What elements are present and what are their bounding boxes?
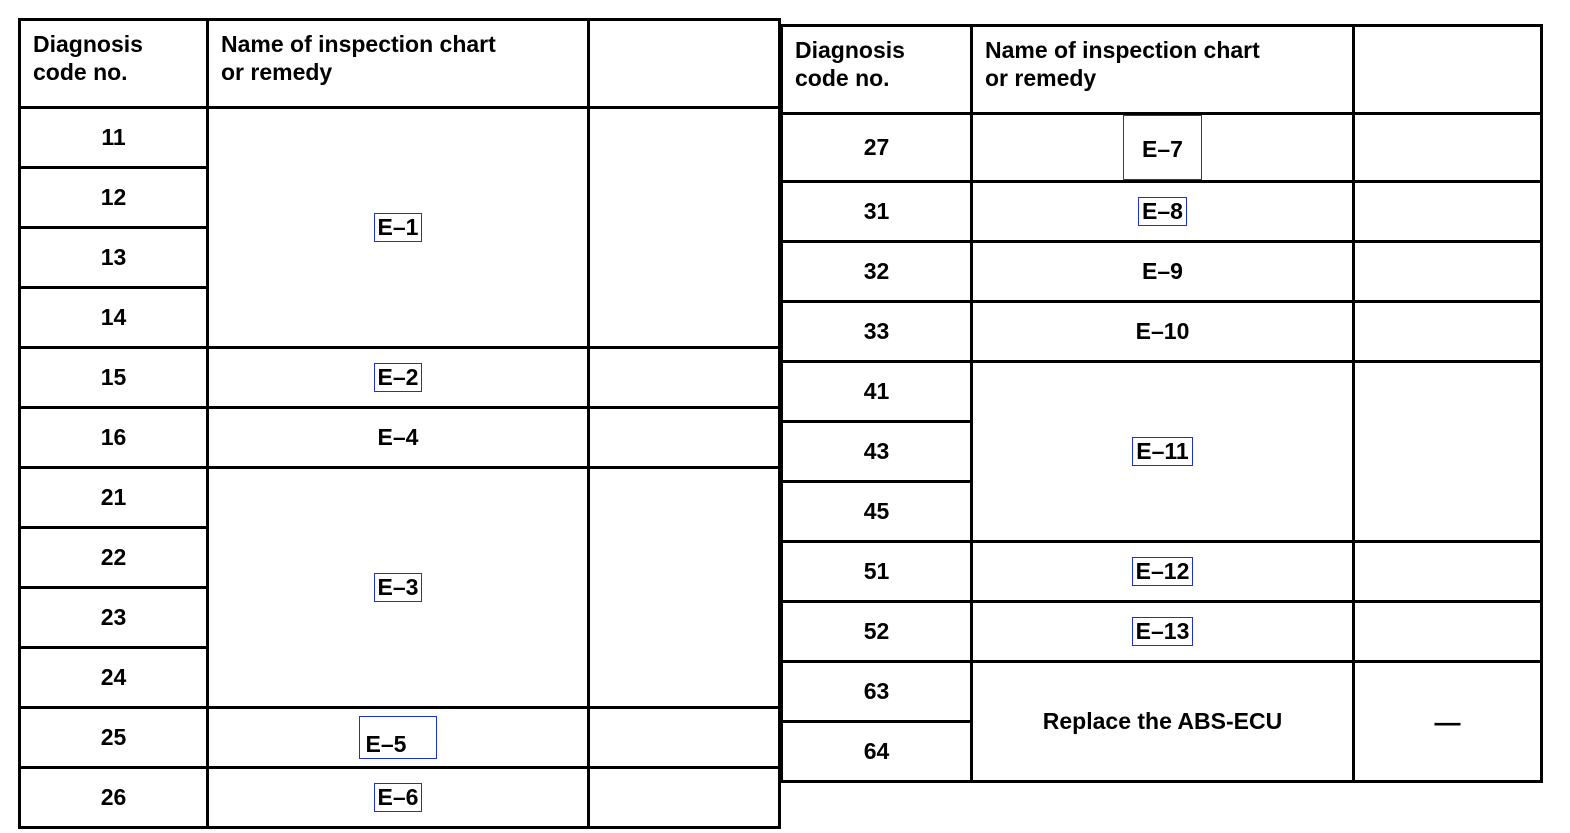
extra-cell	[589, 408, 780, 468]
header-code-line2: code no.	[33, 58, 128, 85]
code-cell: 33	[782, 302, 972, 362]
extra-cell	[1354, 362, 1542, 542]
code-cell: 12	[20, 168, 208, 228]
table-row	[782, 362, 1542, 422]
extra-cell	[1354, 302, 1542, 362]
code-cell: 15	[20, 348, 208, 408]
code-cell: 23	[20, 588, 208, 648]
dash-mark: —	[1434, 706, 1461, 737]
table-row	[20, 468, 780, 528]
code-cell: 51	[782, 542, 972, 602]
chart-link[interactable]: E–6	[374, 783, 423, 812]
chart-cell	[208, 108, 589, 348]
code-cell: 63	[782, 662, 972, 722]
code-cell: 27	[782, 114, 972, 182]
code-cell: 22	[20, 528, 208, 588]
code-cell: 31	[782, 182, 972, 242]
header-diagnosis-code	[782, 26, 972, 114]
table-row	[782, 114, 1542, 182]
extra-cell	[589, 468, 780, 708]
table-row	[782, 182, 1542, 242]
table-row	[782, 302, 1542, 362]
table-row	[782, 662, 1542, 722]
chart-link[interactable]: E–1	[374, 213, 423, 242]
extra-cell	[1354, 114, 1542, 182]
diagnosis-table-left	[18, 18, 781, 829]
header-name-line1: Name of inspection chart	[985, 37, 1260, 63]
chart-cell	[208, 708, 589, 768]
chart-cell	[208, 768, 589, 828]
table-row	[20, 408, 780, 468]
extra-cell	[589, 708, 780, 768]
code-cell: 45	[782, 482, 972, 542]
extra-cell	[589, 348, 780, 408]
table-header-row	[782, 26, 1542, 114]
chart-cell	[972, 602, 1354, 662]
extra-cell	[1354, 602, 1542, 662]
extra-cell	[1354, 182, 1542, 242]
code-cell: 21	[20, 468, 208, 528]
table-row	[20, 768, 780, 828]
chart-link[interactable]: E–8	[1138, 197, 1187, 226]
chart-cell	[972, 662, 1354, 782]
header-diagnosis-code	[20, 20, 208, 108]
code-cell: 41	[782, 362, 972, 422]
table-row	[782, 542, 1542, 602]
code-cell: 32	[782, 242, 972, 302]
code-cell: 14	[20, 288, 208, 348]
header-code-line2: code no.	[795, 64, 890, 91]
header-code-line1: Diagnosis	[33, 31, 143, 57]
header-code-line1: Diagnosis	[795, 37, 905, 63]
code-cell: 43	[782, 422, 972, 482]
remedy-text: Replace the ABS-ECU	[1042, 708, 1283, 734]
code-cell: 24	[20, 648, 208, 708]
header-name-line2: or remedy	[221, 58, 333, 85]
extra-cell	[589, 108, 780, 348]
table-row	[20, 348, 780, 408]
header-inspection-chart	[208, 20, 589, 108]
code-cell: 25	[20, 708, 208, 768]
table-row	[782, 602, 1542, 662]
header-name-line1: Name of inspection chart	[221, 31, 496, 57]
chart-cell	[972, 114, 1354, 182]
chart-cell	[972, 182, 1354, 242]
chart-link[interactable]: E–2	[374, 363, 423, 392]
header-extra	[1354, 26, 1542, 114]
chart-link[interactable]: E–3	[374, 573, 423, 602]
chart-link[interactable]: E–11	[1132, 437, 1192, 466]
table-row	[20, 708, 780, 768]
code-cell: 64	[782, 722, 972, 782]
header-extra	[589, 20, 780, 108]
chart-cell	[208, 468, 589, 708]
header-name-line2: or remedy	[985, 64, 1097, 91]
chart-cell	[972, 362, 1354, 542]
code-cell: 16	[20, 408, 208, 468]
table-row	[20, 108, 780, 168]
chart-link[interactable]: E–13	[1132, 617, 1194, 646]
code-cell: 13	[20, 228, 208, 288]
chart-cell: E–10	[972, 302, 1354, 362]
chart-cell	[208, 348, 589, 408]
table-header-row	[20, 20, 780, 108]
chart-link[interactable]: E–12	[1132, 557, 1194, 586]
diagnosis-table-right	[780, 24, 1543, 783]
code-cell: 11	[20, 108, 208, 168]
extra-cell	[1354, 242, 1542, 302]
extra-cell	[1354, 662, 1542, 782]
code-cell: 52	[782, 602, 972, 662]
chart-link[interactable]: E–5	[359, 716, 438, 759]
chart-cell: E–9	[972, 242, 1354, 302]
chart-link[interactable]: E–7	[1123, 115, 1202, 180]
chart-cell: E–4	[208, 408, 589, 468]
code-cell: 26	[20, 768, 208, 828]
extra-cell	[589, 768, 780, 828]
chart-cell	[972, 542, 1354, 602]
header-inspection-chart	[972, 26, 1354, 114]
extra-cell	[1354, 542, 1542, 602]
table-row	[782, 242, 1542, 302]
